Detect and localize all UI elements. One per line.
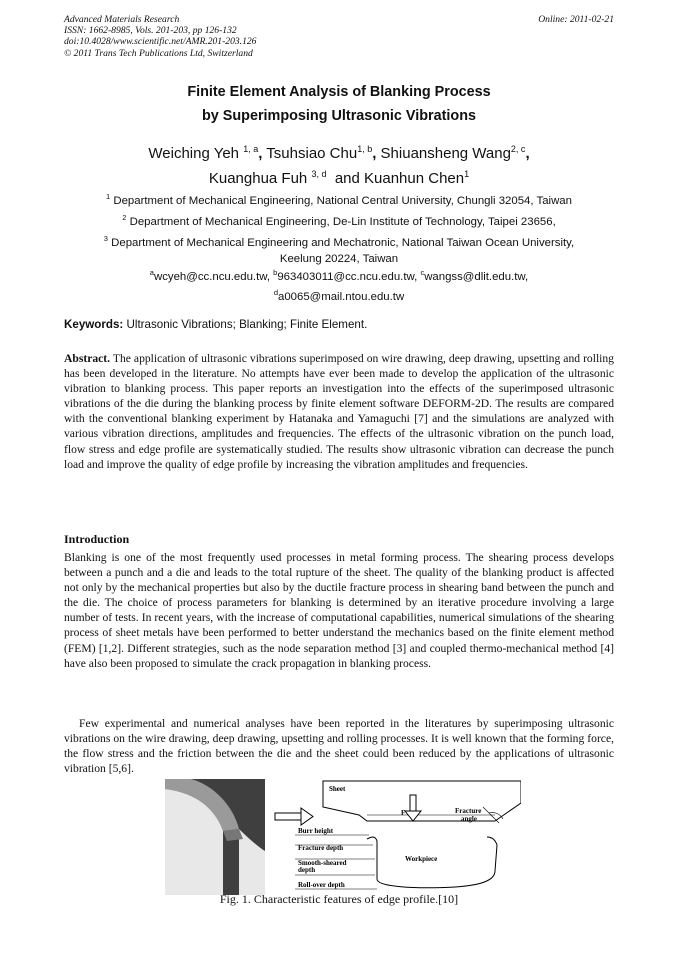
author-and: and: [334, 170, 360, 187]
email-mark: b: [273, 268, 278, 277]
affiliation-number: 2: [122, 213, 127, 222]
keywords-label: Keywords:: [64, 318, 124, 331]
affiliation-number: 1: [106, 192, 111, 201]
label-roll-over: Roll-over depth: [298, 881, 345, 889]
author-affiliation-mark: 1, a: [243, 144, 259, 154]
label-fracture-depth: Fracture depth: [298, 844, 344, 852]
right-arrow-icon: [275, 808, 313, 825]
author-affiliation-mark: 1: [464, 169, 470, 179]
affiliation-text: Department of Mechanical Engineering, National Central University, Chungli 32054, Taiwan: [113, 195, 572, 207]
email-mark: c: [420, 268, 425, 277]
email-list: [64, 265, 614, 305]
affiliation-text-line2: Keelung 20224, Taiwan: [279, 253, 399, 265]
label-sheet: Sheet: [329, 785, 346, 793]
author-affiliation-mark: 3, d: [311, 169, 327, 179]
journal-header: [64, 14, 256, 59]
author-name: Kuanhun Chen: [364, 170, 465, 187]
author-name: Weiching Yeh: [148, 145, 240, 162]
online-date: Online: 2011-02-21: [538, 14, 614, 25]
label-fracture-angle-1: Fracture: [455, 807, 482, 815]
micrograph-image: [165, 779, 265, 895]
email-mark: a: [149, 268, 154, 277]
email-link[interactable]: wcyeh@cc.ncu.edu.tw,: [153, 271, 270, 283]
label-workpiece: Workpiece: [405, 855, 438, 863]
figure-1: [165, 779, 521, 895]
abstract-label: Abstract.: [64, 352, 111, 365]
keywords: [64, 318, 614, 331]
label-smooth-sheared-2: depth: [298, 866, 316, 874]
edge-profile-figure: [165, 779, 521, 895]
email-link[interactable]: wangss@dlit.edu.tw,: [424, 271, 529, 283]
author-name: Kuanghua Fuh: [208, 170, 308, 187]
email-link[interactable]: 963403011@cc.ncu.edu.tw,: [277, 271, 418, 283]
affiliation-3: [64, 231, 614, 267]
journal-name: Advanced Materials Research: [64, 14, 180, 25]
journal-doi[interactable]: doi:10.4028/www.scientific.net/AMR.201-203.126: [64, 36, 257, 48]
author-affiliation-mark: 2, c: [510, 144, 526, 154]
email-mark: d: [273, 288, 278, 297]
keywords-text: Ultrasonic Vibrations; Blanking; Finite Element.: [126, 318, 368, 331]
journal-issn: ISSN: 1662-8985, Vols. 201-203, pp 126-132: [64, 25, 237, 37]
paper-title-line1: Finite Element Analysis of Blanking Process: [187, 84, 491, 100]
abstract: [64, 351, 614, 472]
introduction-paragraph-1: Blanking is one of the most frequently used processes in metal forming process. The shearing process develops between a punch and a die and leads to the total rupture of the sheet. The quality of the blanking product is affected not only by the mechanical properties but also by the ductile fracture process in shearing band between the punch and the die. The choice of process parameters for blanking is determined by an iterative procedure involving a large number of tests. In recent years, with the increase of computational capabilities, numerical simulations of the shearing process of sheet metals have been performed to better understand the mechanics based on the finite element method (FEM) [1,2]. Different strategies, such as the node separation method [3] and coupled thermo-mechanical method [4] have also been proposed to simulate the crack propagation in blanking process.: [64, 551, 614, 670]
affiliation-number: 3: [103, 234, 108, 243]
email-link[interactable]: a0065@mail.ntou.edu.tw: [277, 291, 405, 303]
label-smooth-sheared-1: Smooth-sheared: [298, 859, 347, 867]
author-name: Shiuansheng Wang: [380, 145, 511, 162]
paper-title-line2: by Superimposing Ultrasonic Vibrations: [201, 108, 476, 124]
author-list-line2: [0, 162, 678, 191]
affiliation-text: Department of Mechanical Engineering, De-Lin Institute of Technology, Taipei 23656,: [129, 216, 556, 228]
author-affiliation-mark: 1, b: [357, 144, 373, 154]
author-list-line1: Weiching Yeh $^{1, a}$, Tsuhsiao Chu$^{1, b}$, Shiuansheng Wang$^{2, c}$,: [148, 144, 530, 162]
affiliation-text: Department of Mechanical Engineering and Mechatronic, National Taiwan Ocean University,: [111, 237, 575, 249]
abstract-text: The application of ultrasonic vibrations superimposed on wire drawing, deep drawing, upsetting and rolling has been developed in the literature. No attempts have ever been made to develop the application of the ultrasonic vibration to blanking process. This paper reports an investigation into the effects of the superimposed ultrasonic vibrations of the die during the blanking process by finite element software DEFORM-2D. The results are compared with the conventional blanking experiment by Hatanaka and Yamaguchi [7] and the simulations are analyzed with various vibration directions, amplitudes and frequencies. The effects of the ultrasonic vibration on the punch load, flow stress and edge profile are systematically studied. The results show ultrasonic vibration can decrease the punch load and improve the quality of edge profile by increasing the vibration amplitudes and frequencies.: [64, 352, 614, 471]
figure-caption: Fig. 1. Characteristic features of edge profile.[10]: [219, 892, 459, 906]
label-force: F: [401, 809, 406, 817]
label-fracture-angle-2: angle: [461, 815, 477, 823]
affiliation-1: [64, 189, 614, 209]
introduction-paragraph-2: Few experimental and numerical analyses have been reported in the literatures by superimposing ultrasonic vibrations on the wire drawing, deep drawing, upsetting and rolling processes. It is well known that the forming force, the flow stress and the friction between the die and the sheet could been reduced by the applications of ultrasonic vibration [5,6].: [64, 717, 614, 776]
journal-copyright: © 2011 Trans Tech Publications Ltd, Switzerland: [64, 47, 253, 59]
label-burr-height: Burr height: [298, 827, 334, 835]
section-heading-introduction: Introduction: [64, 532, 130, 546]
affiliation-2: [64, 210, 614, 230]
edge-profile-schematic: [295, 781, 521, 889]
author-name: Tsuhsiao Chu: [266, 145, 358, 162]
